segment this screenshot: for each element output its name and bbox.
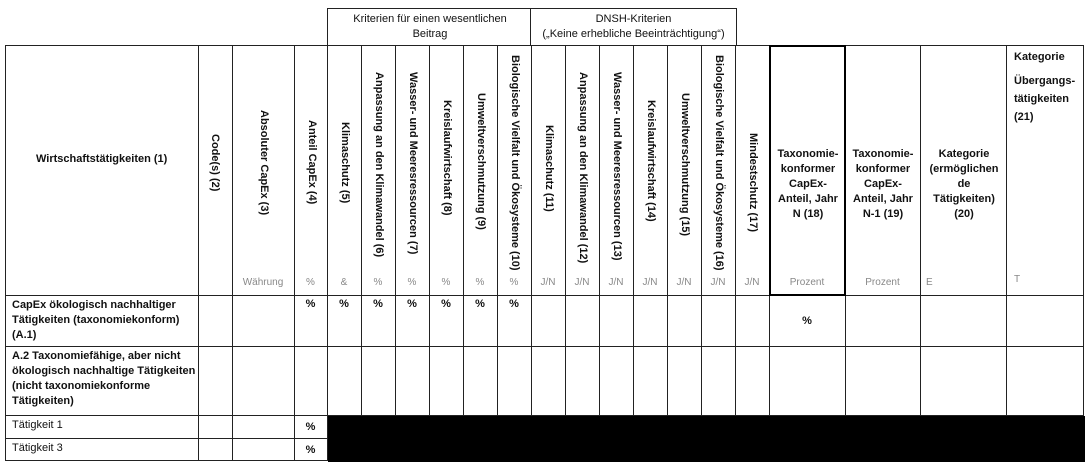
group-header-dnsh <box>531 8 737 45</box>
unit-c6: % <box>373 277 383 288</box>
header-dnsh-climate-mitigation: Klimaschutz (11) <box>543 125 555 212</box>
header-pollution: Umweltverschmutzung (9) <box>475 93 487 230</box>
row-activity-1-label: Tätigkeit 1 <box>12 419 63 431</box>
blacked-out-region <box>328 416 1085 462</box>
header-dnsh-biodiversity: Biologische Vielfalt und Ökosysteme (16) <box>713 55 725 271</box>
header-climate-adaptation: Anpassung an den Klimawandel (6) <box>373 72 385 258</box>
header-biodiversity: Biologische Vielfalt und Ökosysteme (10) <box>509 55 521 271</box>
header-dnsh-circular-economy: Kreislaufwirtschaft (14) <box>645 100 657 222</box>
unit-c5: & <box>340 277 348 288</box>
group-header-substantial-contribution <box>327 8 531 45</box>
unit-c10: % <box>509 277 519 288</box>
unit-c14: J/N <box>642 277 658 288</box>
unit-share-capex: % <box>306 277 315 288</box>
row-a1-share-capex: % <box>305 298 316 310</box>
unit-c19: Prozent <box>865 277 900 288</box>
header-dnsh-pollution: Umweltverschmutzung (15) <box>679 93 691 237</box>
row-activity-3-share: % <box>305 444 316 456</box>
header-absolute-capex: Absoluter CapEx (3) <box>258 110 270 216</box>
group-dnsh-label-1: DNSH-Kriterien <box>595 13 672 25</box>
header-codes: Code(s) (2) <box>209 134 221 192</box>
header-aligned-share-year-n: Taxonomie-konformer CapEx-Anteil, Jahr N (18) <box>777 148 839 220</box>
row-a1-c6: % <box>373 298 383 310</box>
row-a1-c9: % <box>475 298 485 310</box>
unit-c13: J/N <box>608 277 624 288</box>
header-dnsh-water: Wasser- und Meeresressourcen (13) <box>611 72 623 261</box>
unit-c20: E <box>926 277 933 288</box>
row-a1-c10: % <box>509 298 519 310</box>
unit-c15: J/N <box>676 277 692 288</box>
unit-c12: J/N <box>574 277 590 288</box>
row-a2-label: A.2 Taxonomiefähige, aber nicht ökologisch nachhaltige Tätigkeiten (nicht taxonomiekonforme Tätigkeiten) <box>12 350 196 407</box>
header-water: Wasser- und Meeresressourcen (7) <box>407 72 419 255</box>
header-aligned-share-year-n-1: Taxonomie-konformer CapEx-Anteil, Jahr N-1 (19) <box>852 148 914 220</box>
unit-c8: % <box>441 277 451 288</box>
header-category-title: Kategorie <box>1014 51 1065 63</box>
row-a1-c18: % <box>802 315 812 327</box>
unit-c11: J/N <box>540 277 556 288</box>
header-dnsh-climate-adaptation: Anpassung an den Klimawandel (12) <box>577 72 589 264</box>
unit-c9: % <box>475 277 485 288</box>
row-a1-c8: % <box>441 298 451 310</box>
header-transitional-activities: Übergangs-tätigkeiten (21) <box>1014 75 1076 123</box>
unit-currency: Währung <box>242 277 284 288</box>
unit-c21: T <box>1014 274 1021 285</box>
group-dnsh-label-2: („Keine erhebliche Beeinträchtigung“) <box>542 28 725 40</box>
header-category-enabling: Kategorie (ermöglichen de Tätigkeiten) (20) <box>929 148 999 220</box>
row-a1-label: CapEx ökologisch nachhaltiger Tätigkeiten (taxonomiekonform) (A.1) <box>12 299 180 341</box>
group-substantial-label: Kriterien für einen wesentlichen Beitrag <box>353 13 507 40</box>
row-activity-3-label: Tätigkeit 3 <box>12 442 63 454</box>
unit-c7: % <box>407 277 417 288</box>
header-share-capex: Anteil CapEx (4) <box>306 120 318 205</box>
row-a1-c5: % <box>339 298 349 310</box>
row-a1-c7: % <box>407 298 417 310</box>
header-minimum-safeguards: Mindestschutz (17) <box>747 133 759 233</box>
row-activity-1-share: % <box>305 421 316 433</box>
header-circular-economy: Kreislaufwirtschaft (8) <box>441 100 453 216</box>
header-climate-mitigation: Klimaschutz (5) <box>339 122 351 204</box>
unit-c18: Prozent <box>789 277 825 288</box>
unit-c16: J/N <box>710 277 726 288</box>
header-activities: Wirtschaftstätigkeiten (1) <box>36 153 168 165</box>
unit-c17: J/N <box>744 277 760 288</box>
